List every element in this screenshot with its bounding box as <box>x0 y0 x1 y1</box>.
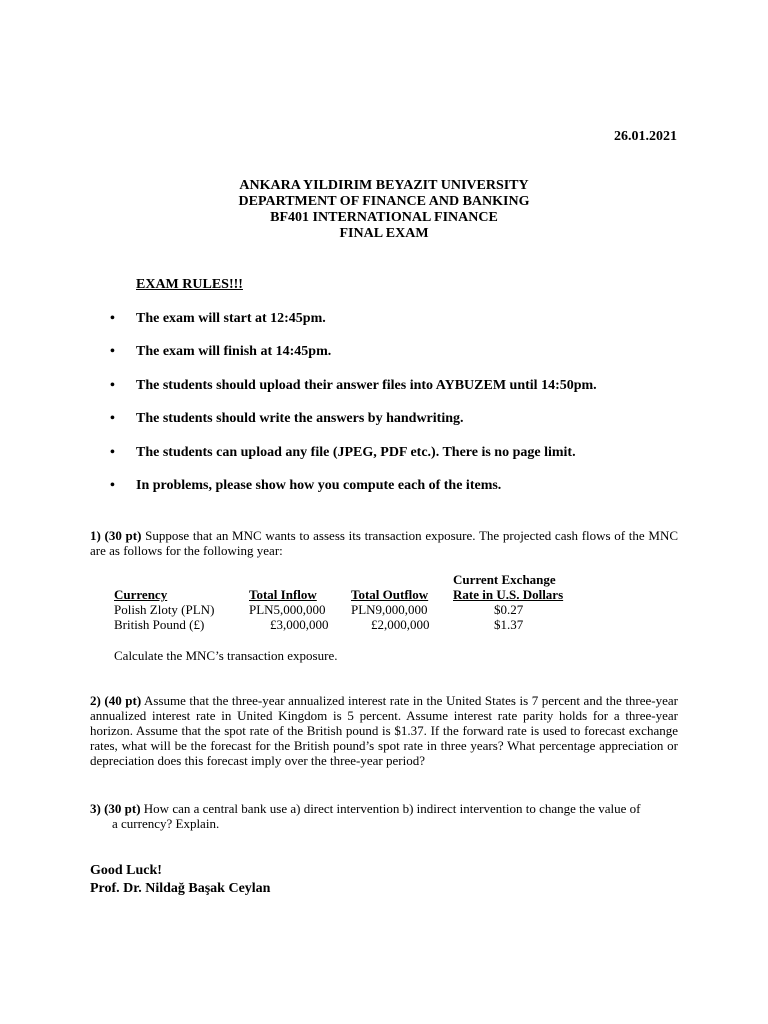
cell-inflow: PLN5,000,000 <box>249 602 326 617</box>
cell-inflow: £3,000,000 <box>270 617 329 632</box>
cell-rate: $1.37 <box>494 617 524 632</box>
header-rate-line2: Rate in U.S. Dollars <box>453 587 564 602</box>
exam-date: 26.01.2021 <box>614 129 677 144</box>
header-inflow: Total Inflow <box>249 587 317 602</box>
question-1 <box>90 528 678 558</box>
bullet-icon: • <box>110 311 115 326</box>
rules-title: EXAM RULES!!! <box>136 277 243 292</box>
rule-item: • The exam will start at 12:45pm. <box>108 304 688 337</box>
cell-outflow: PLN9,000,000 <box>351 602 428 617</box>
bullet-icon: • <box>110 411 115 427</box>
cell-rate: $0.27 <box>494 602 524 617</box>
department-name: DEPARTMENT OF FINANCE AND BANKING <box>238 194 530 209</box>
cell-outflow: £2,000,000 <box>371 617 430 632</box>
bullet-icon: • <box>110 477 115 493</box>
question-text: How can a central bank use a) direct intervention b) indirect intervention to change the value of <box>140 801 641 816</box>
question-2 <box>90 693 678 768</box>
header-rate-line1: Current Exchange <box>453 572 556 587</box>
rules-list <box>108 304 688 504</box>
question-3 <box>90 801 678 831</box>
good-luck-text: Good Luck! <box>90 863 162 878</box>
question-number: 2) (40 pt) <box>90 693 142 708</box>
professor-name: Prof. Dr. Nildağ Başak Ceylan <box>90 881 271 896</box>
cell-currency: Polish Zloty (PLN) <box>114 602 215 617</box>
signoff <box>90 862 270 898</box>
university-name: ANKARA YILDIRIM BEYAZIT UNIVERSITY <box>239 178 529 193</box>
question-text-continued: a currency? Explain. <box>112 816 220 831</box>
bullet-icon: • <box>110 344 115 360</box>
exam-header <box>0 178 768 242</box>
question-number: 1) (30 pt) <box>90 528 142 543</box>
rule-item: • In problems, please show how you compute each of the items. <box>108 471 688 504</box>
rule-item: • The students can upload any file (JPEG, PDF etc.). There is no page limit. <box>108 438 688 471</box>
cell-currency: British Pound (£) <box>114 617 205 632</box>
question-1-instruction: Calculate the MNC’s transaction exposure. <box>114 648 338 663</box>
question-number: 3) (30 pt) <box>90 801 141 816</box>
bullet-icon: • <box>110 377 115 393</box>
course-name: BF401 INTERNATIONAL FINANCE <box>270 210 498 225</box>
header-outflow: Total Outflow <box>351 587 429 602</box>
question-text: Assume that the three-year annualized interest rate in the United States is 7 percent and the three-year annualized interest rate in United Kingdom is 5 percent. Assume interest rate parity holds for a three-year horizon. Assume that the spot rate of the British pound is $1.37. If the forward rate is used to forecast exchange rates, what will be the forecast for the British pound’s spot rate in three years? What percentage appreciation or depreciation does this forecast imply over the three-year period? <box>90 693 678 768</box>
rule-item: • The students should write the answers by handwriting. <box>108 404 688 437</box>
header-currency: Currency <box>114 587 168 602</box>
bullet-icon: • <box>110 444 115 460</box>
rule-item: • The students should upload their answer files into AYBUZEM until 14:50pm. <box>108 371 688 404</box>
rule-item: • The exam will finish at 14:45pm. <box>108 337 688 370</box>
exam-title: FINAL EXAM <box>339 226 429 241</box>
question-text: Suppose that an MNC wants to assess its transaction exposure. The projected cash flows of the MNC are as follows for the following year: <box>90 528 679 558</box>
